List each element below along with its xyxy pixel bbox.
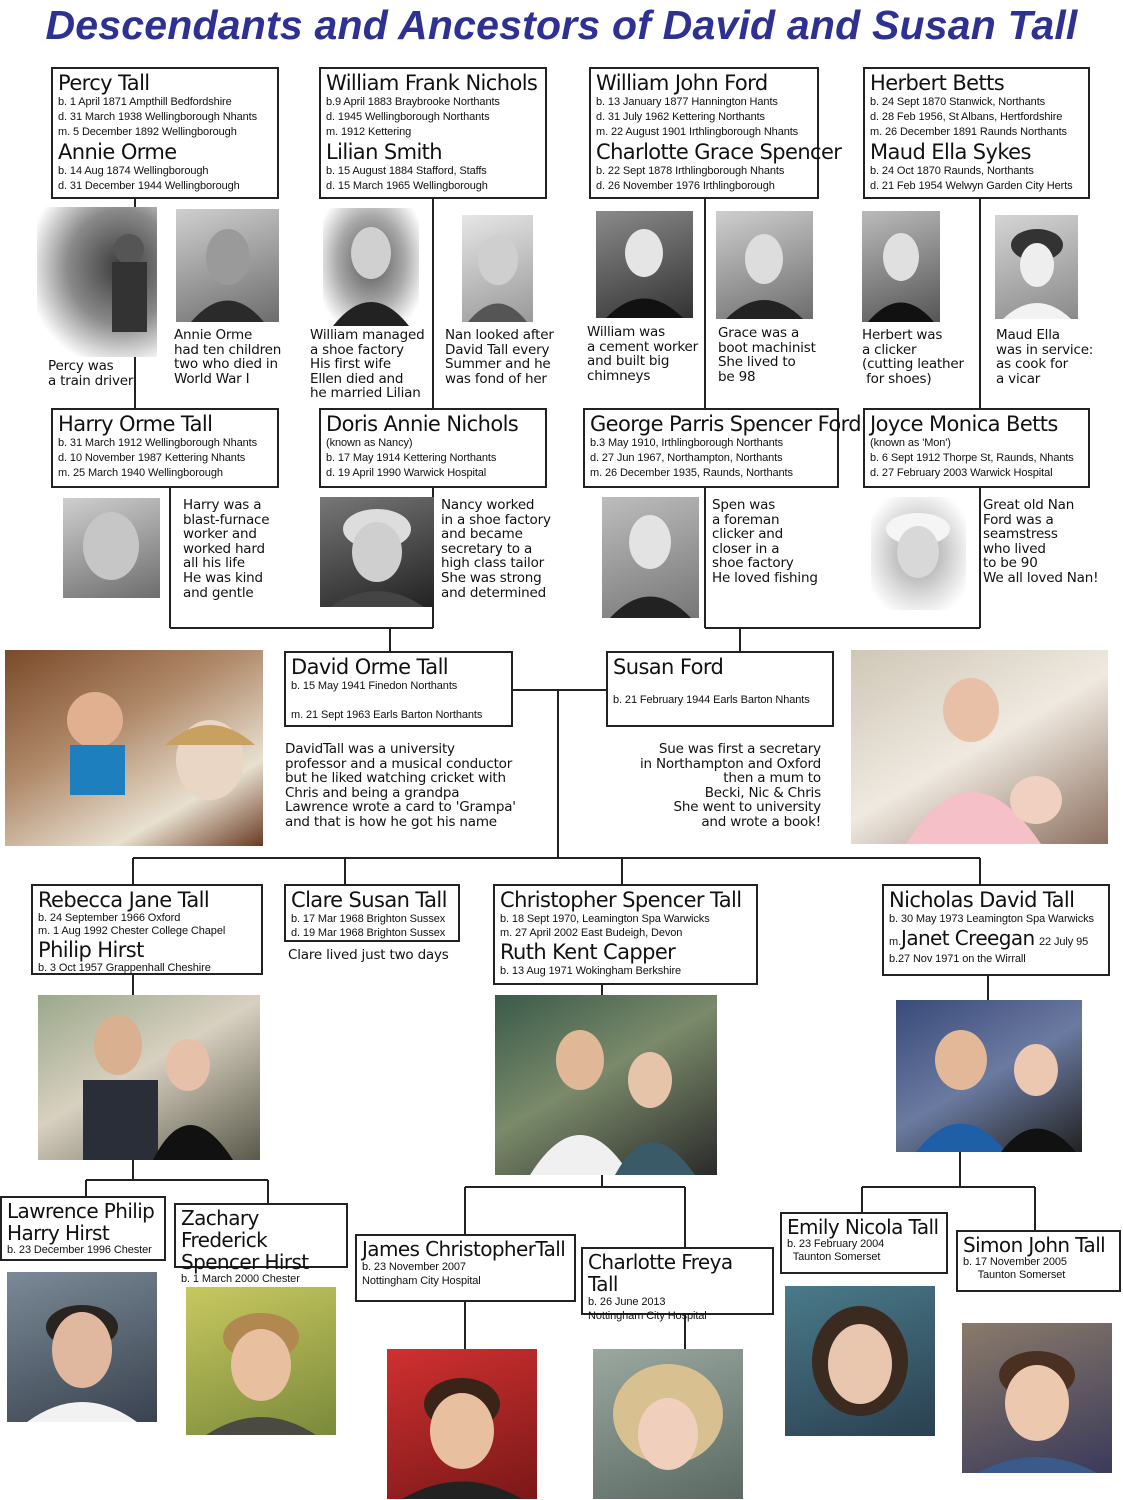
person-detail: d. 27 February 2003 Warwick Hospital [870,467,1053,479]
spouse-name: Ruth Kent Capper [500,940,676,964]
person-detail: b. 17 November 2005 [963,1256,1067,1268]
photo-rebecca-and-philip [38,995,260,1160]
person-detail: m. 1912 Kettering [326,126,412,138]
person-box-david-orme-tall [284,651,513,727]
person-name: Harry Orme Tall [58,412,213,436]
person-name: Simon John Tall [963,1233,1106,1257]
person-detail: b. 15 May 1941 Finedon Northants [291,680,458,692]
person-detail: b. 23 February 2004 [787,1238,885,1250]
spouse-detail: b.27 Nov 1971 on the Wirrall [889,953,1026,965]
person-name: William Frank Nichols [326,71,538,95]
person-detail: m. 22 August 1901 Irthlingborough Nhants [596,126,799,138]
photo-susan-with-grandchild [851,650,1108,844]
note-lilian: Nan looked after David Tall every Summer and he was fond of her [445,327,554,387]
note-annie: Annie Orme had ten children two who died in World War I [174,327,282,387]
person-box-charlotte-freya-tall [581,1247,774,1322]
person-detail: b. 17 Mar 1968 Brighton Sussex [291,913,446,925]
page-title: Descendants and Ancestors of David and Susan Tall [45,2,1078,48]
note-herbert: Herbert was a clicker (cutting leather for shoes) [862,327,964,387]
person-detail: d. 28 Feb 1956, St Albans, Hertfordshire [870,111,1063,123]
photo-christopher-and-ruth [495,995,717,1175]
spouse-detail: b. 24 Oct 1870 Raunds, Northants [870,165,1034,177]
spouse-name: Janet Creegan [901,926,1035,950]
person-name: Clare Susan Tall [291,888,447,912]
marriage-prefix: m. [889,936,902,948]
photo-annie-orme [176,209,279,322]
person-name: Rebecca Jane Tall [38,888,210,912]
photo-emily [785,1286,935,1436]
spouse-detail: b. 3 Oct 1957 Grappenhall Cheshire [38,962,211,974]
photo-charlotte-grace-spencer [716,211,813,319]
person-detail: b. 24 September 1966 Oxford [38,912,181,924]
person-detail: b. 30 May 1973 Leamington Spa Warwicks [889,913,1094,925]
person-box-rebecca-jane-tall [31,884,263,975]
person-detail: d. 27 Jun 1967, Northampton, Northants [590,452,783,464]
person-name: William John Ford [596,71,768,95]
person-detail: d. 19 April 1990 Warwick Hospital [326,467,487,479]
person-detail: d. 10 November 1987 Kettering Nhants [58,452,246,464]
person-detail: Taunton Somerset [787,1251,881,1263]
spouse-detail: d. 15 March 1965 Wellingborough [326,180,488,192]
spouse-name: Lilian Smith [326,140,443,164]
note-william-nichols: William managed a shoe factory His first wife Ellen died and he married Lilian [310,327,425,402]
photo-william-john-ford [596,211,693,318]
note-maud: Maud Ella was in service: as cook for a vicar [996,327,1094,387]
person-name: Susan Ford [613,655,724,679]
person-box-clare-susan-tall [284,884,460,942]
person-box-christopher-spencer-tall [493,884,758,985]
person-name: Herbert Betts [870,71,1005,95]
person-detail: b. 23 November 2007 [362,1261,466,1273]
photo-lawrence [7,1272,157,1422]
person-box-percy-tall [51,67,279,199]
person-detail: b. 23 December 1996 Chester [7,1244,152,1256]
photo-nicholas-and-janet [896,1000,1082,1152]
spouse-name: Annie Orme [58,140,177,164]
spouse-name: Philip Hirst [38,938,144,962]
marriage-date: 22 July 95 [1039,936,1089,948]
person-name: Charlotte Freya Tall [588,1250,733,1296]
spouse-detail: d. 21 Feb 1954 Welwyn Garden City Herts [870,180,1073,192]
note-susan: Sue was first a secretary in Northampton and Oxford then a mum to Becki, Nic & Chris She went to university and wrote a book! [640,741,821,830]
person-name-line2: Harry Hirst [7,1221,110,1245]
person-name: Doris Annie Nichols [326,412,519,436]
person-name-line1: Zachary Frederick [181,1206,268,1252]
person-detail: m. 27 April 2002 East Budeigh, Devon [500,927,683,939]
person-detail: m. 1 Aug 1992 Chester College Chapel [38,925,226,937]
person-detail: b. 18 Sept 1970, Leamington Spa Warwicks [500,913,710,925]
person-detail: b. 26 June 2013 [588,1296,666,1308]
photo-zachary [186,1287,336,1435]
person-name: Emily Nicola Tall [787,1215,939,1239]
person-name: Nicholas David Tall [889,888,1075,912]
person-detail: b.9 April 1883 Braybrooke Northants [326,96,500,108]
note-percy: Percy was a train driver [48,358,134,389]
spouse-detail: d. 26 November 1976 Irthlingborough [596,180,775,192]
photo-doris-annie-nichols [320,497,434,607]
photo-joyce-monica-betts [871,497,966,610]
person-box-lawrence-philip-harry-hirst [0,1196,166,1261]
note-david: DavidTall was a university professor and a musical conductor but he liked watching cricket with Chris and being a grandpa Lawrence wrote a card to 'Grampa' and that is how he got his name [285,741,516,830]
photo-herbert-betts [862,211,940,322]
photo-charlotte [593,1349,743,1499]
person-detail: m. 26 December 1935, Raunds, Northants [590,467,793,479]
person-name-line1: Lawrence Philip [7,1199,155,1223]
photo-william-frank-nichols [323,208,419,326]
person-detail: d. 19 Mar 1968 Brighton Sussex [291,927,446,939]
person-detail: m. 5 December 1892 Wellingborough [58,126,237,138]
photo-harry-orme-tall [63,498,160,598]
person-box-harry-orme-tall [51,408,279,488]
person-detail: m. 26 December 1891 Raunds Northants [870,126,1067,138]
photo-james [387,1349,537,1499]
person-name: Percy Tall [58,71,150,95]
person-box-william-john-ford [589,67,842,199]
note-spen: Spen was a foreman clicker and closer in a shoe factory He loved fishing [712,497,818,586]
spouse-name: Charlotte Grace Spencer [596,140,842,164]
note-nan-ford: Great old Nan Ford was a seamstress who lived to be 90 We all loved Nan! [983,497,1099,586]
spouse-detail: b. 14 Aug 1874 Wellingborough [58,165,209,177]
person-nickname: (known as 'Mon') [870,437,951,449]
person-detail: m. 25 March 1940 Wellingborough [58,467,223,479]
person-name: James ChristopherTall [362,1237,566,1261]
person-detail: b. 1 April 1871 Ampthill Bedfordshire [58,96,232,108]
spouse-name: Maud Ella Sykes [870,140,1031,164]
person-name: Christopher Spencer Tall [500,888,742,912]
person-box-nicholas-david-tall [882,884,1110,976]
person-box-doris-annie-nichols [319,408,547,488]
person-detail: Taunton Somerset [963,1269,1066,1281]
note-grace: Grace was a boot machinist She lived to be 98 [718,325,816,385]
person-box-simon-john-tall [956,1230,1121,1292]
person-detail: b. 21 February 1944 Earls Barton Nhants [613,694,810,706]
note-clare: Clare lived just two days [288,947,449,963]
person-name: George Parris Spencer Ford [590,412,862,436]
note-william-ford: William was a cement worker and built big chimneys [587,324,698,384]
person-detail: b. 1 March 2000 Chester [181,1273,300,1285]
spouse-detail: b. 13 Aug 1971 Wokingham Berkshire [500,965,682,977]
person-detail: d. 31 July 1962 Kettering Northants [596,111,765,123]
photo-maud-ella-sykes [995,215,1078,319]
person-detail: b. 13 January 1877 Hannington Hants [596,96,778,108]
person-box-emily-nicola-tall [780,1212,948,1274]
spouse-detail: d. 31 December 1944 Wellingborough [58,180,240,192]
spouse-detail: b. 22 Sept 1878 Irthlingborough Nhants [596,165,785,177]
photo-simon [962,1323,1112,1473]
person-box-william-frank-nichols [319,67,547,199]
person-detail: d. 1945 Wellingborough Northants [326,111,490,123]
person-detail: d. 31 March 1938 Wellingborough Nhants [58,111,258,123]
person-detail: m. 21 Sept 1963 Earls Barton Northants [291,709,483,721]
note-nancy: Nancy worked in a shoe factory and became secretary to a high class tailor She was strong and determined [441,497,551,601]
person-detail: b. 24 Sept 1870 Stanwick, Northants [870,96,1046,108]
person-name: David Orme Tall [291,655,449,679]
person-detail: b.3 May 1910, Irthlingborough Northants [590,437,783,449]
person-box-james-christopher-tall [355,1234,576,1302]
person-detail: b. 31 March 1912 Wellingborough Nhants [58,437,258,449]
spouse-detail: b. 15 August 1884 Stafford, Staffs [326,165,487,177]
photo-percy-tall [37,207,157,357]
person-name: Joyce Monica Betts [870,412,1058,436]
person-detail: b. 17 May 1914 Kettering Northants [326,452,497,464]
person-nickname: (known as Nancy) [326,437,413,449]
person-detail: Nottingham City Hospital [362,1275,481,1287]
photo-george-parris-spencer-ford [602,497,699,618]
person-detail: Nottingham City Hospital [588,1310,707,1322]
person-box-george-parris-spencer-ford [583,408,862,488]
person-box-herbert-betts [863,67,1090,199]
person-detail: b. 6 Sept 1912 Thorpe St, Raunds, Nhants [870,452,1074,464]
person-box-susan-ford [606,651,834,727]
note-harry: Harry was a blast-furnace worker and worked hard all his life He was kind and gentle [183,497,270,601]
person-box-joyce-monica-betts [863,408,1090,488]
photo-lilian-smith [462,215,533,322]
photo-david-with-grandchild [5,650,263,846]
person-box-zachary-frederick-spencer-hirst [174,1203,348,1285]
person-name-line2: Spencer Hirst [181,1250,309,1274]
